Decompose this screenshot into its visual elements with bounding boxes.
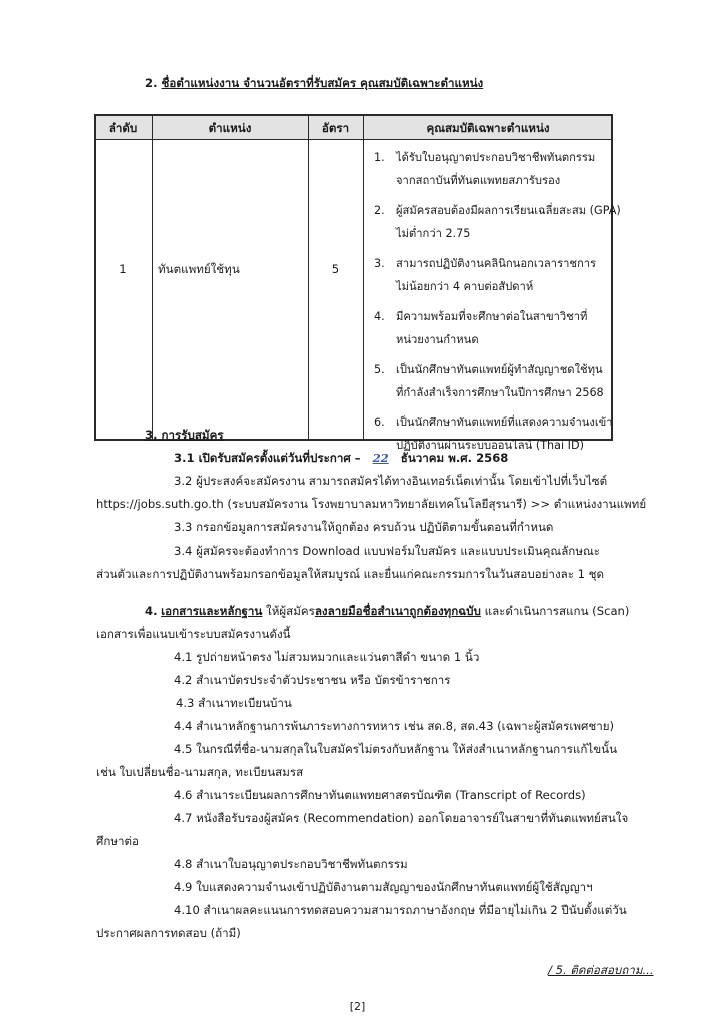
section4-item-4-7-line2: ศึกษาต่อ — [96, 834, 140, 848]
section4-item-4-9: 4.9 ใบแสดงความจำนงเข้าปฏิบัติงานตามสัญญาของนักศึกษาทันตแพทย์ผู้ใช้สัญญาฯ — [174, 880, 593, 894]
table-header-requirements: คุณสมบัติเฉพาะตำแหน่ง — [426, 121, 550, 135]
section4-intro-line2: เอกสารเพื่อแนบเข้าระบบสมัครงานดังนี้ — [96, 627, 291, 641]
section4-item-4-2: 4.2 สำเนาบัตรประจำตัวประชาชน หรือ บัตรข้าราชการ — [174, 673, 451, 687]
section4-heading-text: เอกสารและหลักฐาน — [161, 604, 263, 618]
table-header-order: ลำดับ — [108, 121, 138, 135]
table-col-divider-1 — [152, 114, 153, 440]
section4-item-4-3: 4.3 สำเนาทะเบียนบ้าน — [176, 696, 292, 710]
section3-item-3-2-line2: https://jobs.suth.go.th (ระบบสมัครงาน โรงพยาบาลมหาวิทยาลัยเทคโนโลยีสุรนารี) >> ตำแหน่งงานแพทย์ — [96, 497, 647, 511]
section3-item-3-3: 3.3 กรอกข้อมูลการสมัครงานให้ถูกต้อง ครบถ้วน ปฏิบัติตามขั้นตอนที่กำหนด — [174, 520, 554, 534]
table-header-position: ตำแหน่ง — [208, 121, 252, 135]
table-cell-rate: 5 — [331, 262, 340, 276]
section4-item-4-6: 4.6 สำเนาระเบียนผลการศึกษาทันตแพทยศาสตรบัณฑิต (Transcript of Records) — [174, 788, 586, 802]
table-border-top — [94, 114, 613, 116]
section3-item-3-2-line1: 3.2 ผู้ประสงค์จะสมัครงาน สามารถสมัครได้ทางอินเทอร์เน็ตเท่านั้น โดยเข้าไปที่เว็บไซต์ — [174, 474, 608, 488]
table-col-divider-2 — [308, 114, 309, 440]
table-border-left — [94, 114, 96, 440]
section4-item-4-10-line1: 4.10 สำเนาผลคะแนนการทดสอบความสามารถภาษาอังกฤษ ที่มีอายุไม่เกิน 2 ปีนับตั้งแต่วัน — [174, 903, 627, 917]
section4-item-4-7-line1: 4.7 หนังสือรับรองผู้สมัคร (Recommendation) ออกโดยอาจารย์ในสาขาที่ทันตแพทย์สนใจ — [174, 811, 629, 825]
list-item: 5. เป็นนักศึกษาทันตแพทย์ผู้ทำสัญญาชดใช้ทุน ที่กำลังสำเร็จการศึกษาในปีการศึกษา 2568 — [374, 363, 604, 399]
section3-item-3-4-line1: 3.4 ผู้สมัครจะต้องทำการ Download แบบฟอร์มใบสมัคร และแบบประเมินคุณลักษณะ — [174, 544, 600, 558]
table-header-rate: อัตรา — [321, 121, 350, 135]
list-item: 1. ได้รับใบอนุญาตประกอบวิชาชีพทันตกรรม จากสถาบันที่ทันตแพทยสภารับรอง — [374, 151, 596, 187]
list-item: 4. มีความพร้อมที่จะศึกษาต่อในสาขาวิชาที่ หน่วยงานกำหนด — [374, 310, 588, 346]
section2-heading — [145, 76, 483, 90]
section4-heading: 4. เอกสารและหลักฐาน ให้ผู้สมัครลงลายมือชื่อสำเนาถูกต้องทุกฉบับ และดำเนินการสแกน (Scan) — [145, 604, 630, 618]
handwritten-date: 22 — [372, 451, 389, 465]
section2-heading-text: ชื่อตำแหน่งงาน จำนวนอัตราที่รับสมัคร คุณสมบัติเฉพาะตำแหน่ง — [161, 76, 484, 90]
list-item: 6. เป็นนักศึกษาทันตแพทย์ที่แสดงความจำนงเข้า ปฏิบัติงานผ่านระบบออนไลน์ (Thai ID) — [374, 416, 613, 452]
table-cell-position: ทันตแพทย์ใช้ทุน — [158, 262, 240, 276]
table-cell-order: 1 — [119, 262, 127, 276]
table-col-divider-3 — [363, 114, 364, 440]
continuation-note: / 5. ติดต่อสอบถาม... — [548, 963, 654, 977]
section4-item-4-1: 4.1 รูปถ่ายหน้าตรง ไม่สวมหมวกและแว่นตาสีดำ ขนาด 1 นิ้ว — [174, 650, 480, 664]
section3-item-3-1: 3.1 เปิดรับสมัครตั้งแต่วันที่ประกาศ – 22 ธันวาคม พ.ศ. 2568 — [174, 451, 509, 465]
section4-item-4-5-line2: เช่น ใบเปลี่ยนชื่อ-นามสกุล, ทะเบียนสมรส — [96, 765, 304, 779]
section4-sign-notice: ลงลายมือชื่อสำเนาถูกต้องทุกฉบับ — [314, 604, 481, 618]
page-number: [2] — [349, 1000, 366, 1013]
table-header-divider — [94, 139, 613, 140]
section4-item-4-4: 4.4 สำเนาหลักฐานการพ้นภาระทางการทหาร เช่น สด.8, สด.43 (เฉพาะผู้สมัครเพศชาย) — [174, 719, 615, 733]
list-item: 2. ผู้สมัครสอบต้องมีผลการเรียนเฉลี่ยสะสม (GPA) ไม่ต่ำกว่า 2.75 — [374, 204, 621, 240]
section4-item-4-8: 4.8 สำเนาใบอนุญาตประกอบวิชาชีพทันตกรรม — [174, 857, 408, 871]
section4-item-4-5-line1: 4.5 ในกรณีที่ชื่อ-นามสกุลในใบสมัครไม่ตรงกับหลักฐาน ให้ส่งสำเนาหลักฐานการแก้ไขนั้น — [174, 742, 617, 756]
section3-heading: 3. การรับสมัคร — [145, 428, 224, 442]
requirements-list — [374, 146, 634, 464]
list-item: 3. สามารถปฏิบัติงานคลินิกนอกเวลาราชการ ไม่น้อยกว่า 4 คาบต่อสัปดาห์ — [374, 257, 597, 293]
section2-heading-number: 2. — [145, 76, 158, 90]
section4-item-4-10-line2: ประกาศผลการทดสอบ (ถ้ามี) — [96, 926, 241, 940]
section3-item-3-4-line2: ส่วนตัวและการปฏิบัติงานพร้อมกรอกข้อมูลให้สมบูรณ์ และยื่นแก่คณะกรรมการในวันสอบอย่างละ 1 ชุด — [96, 567, 605, 581]
